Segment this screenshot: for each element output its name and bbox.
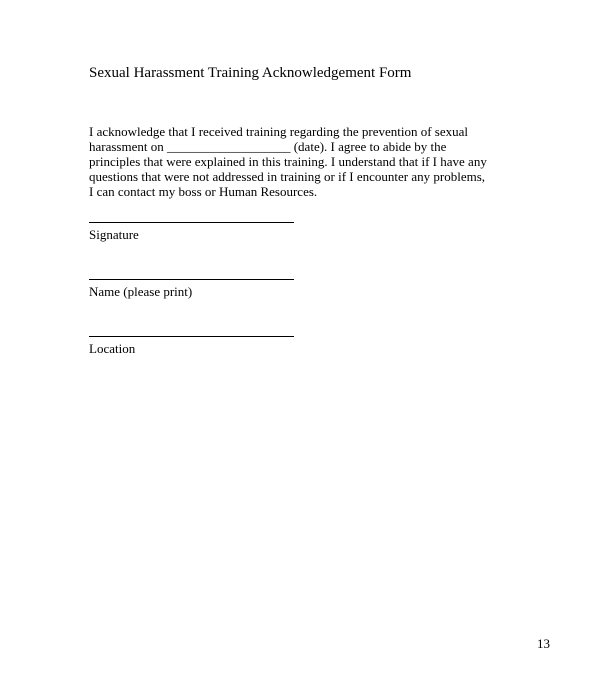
name-line [89, 279, 294, 280]
signature-label: Signature [89, 227, 139, 242]
name-field [89, 279, 309, 299]
location-line [89, 336, 294, 337]
acknowledgement-paragraph [89, 124, 529, 199]
signature-line [89, 222, 294, 223]
location-field [89, 336, 309, 356]
paragraph-line: principles that were explained in this training. I understand that if I have any [89, 154, 487, 169]
name-label: Name (please print) [89, 284, 193, 299]
signature-field [89, 222, 309, 242]
paragraph-line: harassment on ___________________ (date). I agree to abide by the [89, 139, 447, 154]
location-label: Location [89, 341, 136, 356]
form-title: Sexual Harassment Training Acknowledgement Form [89, 65, 412, 81]
page-number: 13 [537, 636, 550, 651]
paragraph-line: questions that were not addressed in training or if I encounter any problems, [89, 169, 486, 184]
paragraph-line: I acknowledge that I received training regarding the prevention of sexual [89, 124, 469, 139]
paragraph-line: I can contact my boss or Human Resources. [89, 184, 318, 199]
